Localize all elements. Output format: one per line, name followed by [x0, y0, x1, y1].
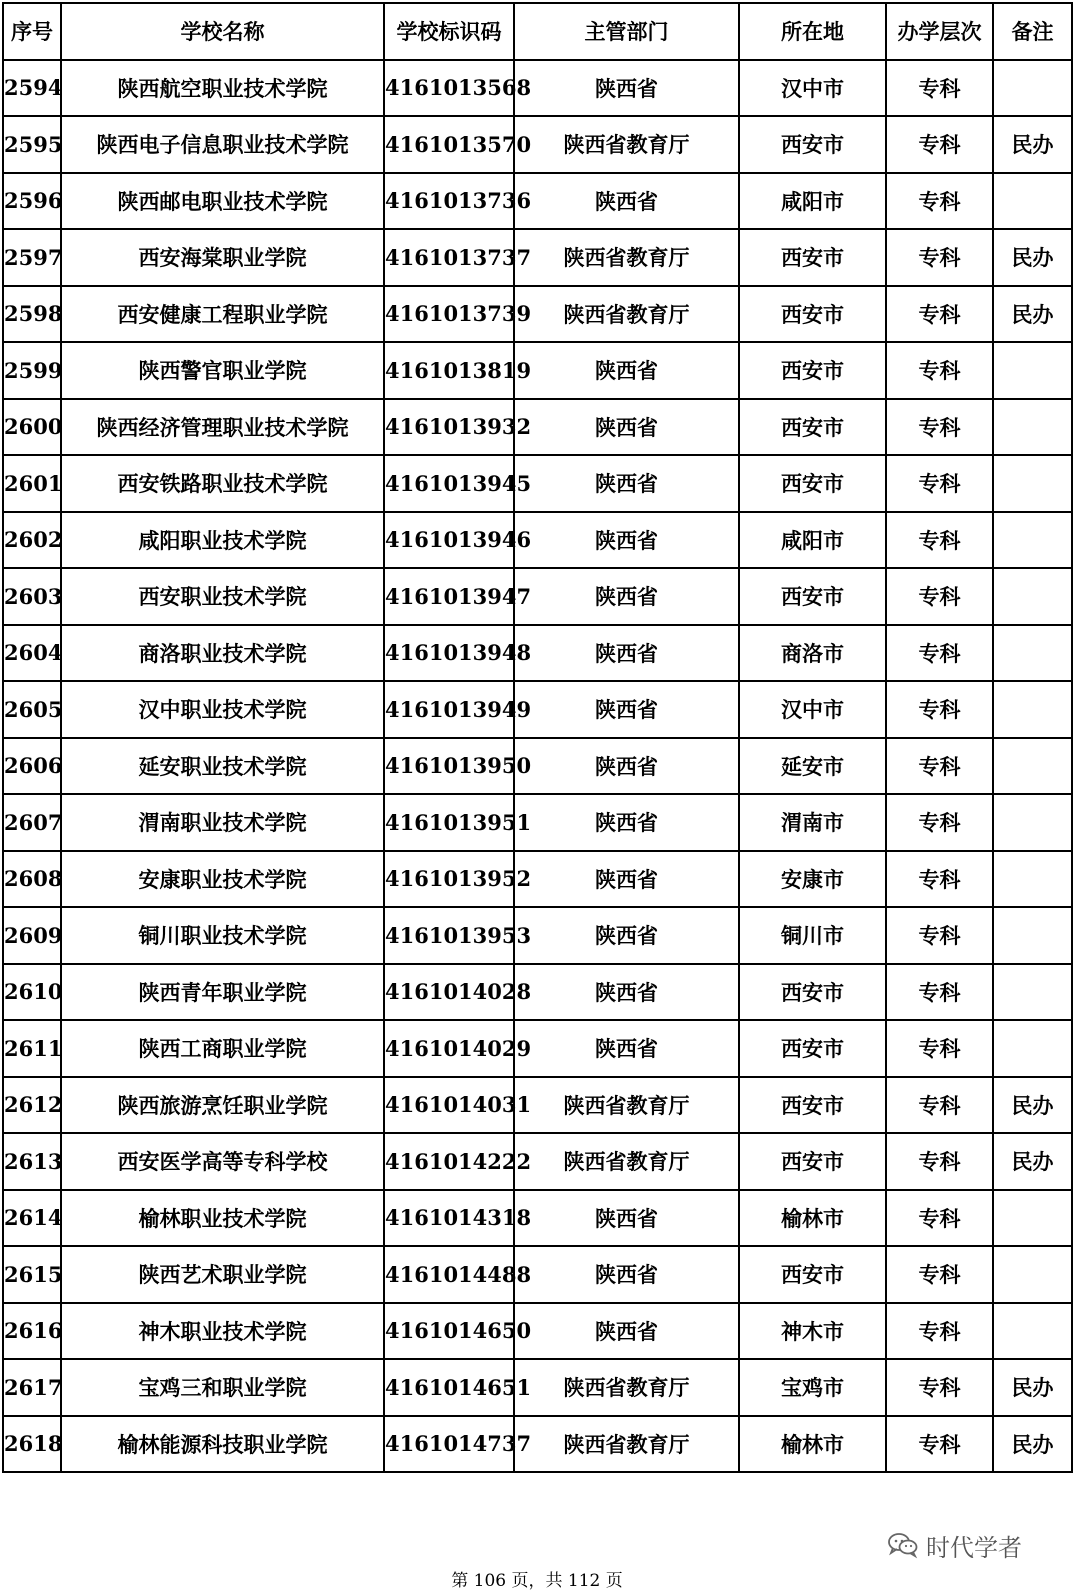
cell-location: 西安市	[739, 1133, 886, 1190]
cell-location: 西安市	[739, 568, 886, 625]
cell-department: 陕西省教育厅	[514, 116, 739, 173]
cell-department: 陕西省	[514, 455, 739, 512]
cell-level: 专科	[886, 286, 993, 343]
cell-school-code: 4161014650	[384, 1303, 514, 1360]
cell-seq: 2615	[3, 1246, 61, 1303]
cell-school-code: 4161013951	[384, 794, 514, 851]
table-row	[3, 1077, 1072, 1134]
cell-remarks	[993, 1303, 1072, 1360]
cell-school-code: 4161014222	[384, 1133, 514, 1190]
cell-remarks	[993, 1190, 1072, 1247]
cell-department: 陕西省教育厅	[514, 1133, 739, 1190]
cell-school-code: 4161013946	[384, 512, 514, 569]
cell-location: 西安市	[739, 229, 886, 286]
cell-level: 专科	[886, 1246, 993, 1303]
cell-level: 专科	[886, 342, 993, 399]
page-footer: 第 106 页，共 112 页	[451, 1571, 623, 1591]
header-location: 所在地	[739, 3, 886, 60]
cell-seq: 2606	[3, 738, 61, 795]
cell-level: 专科	[886, 1133, 993, 1190]
cell-location: 西安市	[739, 1020, 886, 1077]
cell-level: 专科	[886, 1416, 993, 1473]
cell-school-name: 延安职业技术学院	[61, 738, 384, 795]
cell-location: 铜川市	[739, 907, 886, 964]
table-row	[3, 1020, 1072, 1077]
cell-school-code: 4161013947	[384, 568, 514, 625]
cell-school-name: 西安健康工程职业学院	[61, 286, 384, 343]
watermark-text: 时代学者	[926, 1533, 1022, 1562]
table-body	[3, 60, 1072, 1473]
cell-department: 陕西省	[514, 342, 739, 399]
watermark	[888, 1527, 1022, 1563]
table-row	[3, 286, 1072, 343]
table-row	[3, 1416, 1072, 1473]
cell-seq: 2617	[3, 1359, 61, 1416]
cell-seq: 2604	[3, 625, 61, 682]
cell-level: 专科	[886, 1190, 993, 1247]
cell-level: 专科	[886, 907, 993, 964]
cell-remarks: 民办	[993, 1077, 1072, 1134]
header-remarks: 备注	[993, 3, 1072, 60]
table-row	[3, 681, 1072, 738]
cell-level: 专科	[886, 1020, 993, 1077]
cell-seq: 2608	[3, 851, 61, 908]
table-row	[3, 60, 1072, 117]
cell-remarks	[993, 625, 1072, 682]
cell-remarks	[993, 455, 1072, 512]
cell-school-code: 4161013932	[384, 399, 514, 456]
cell-remarks	[993, 1246, 1072, 1303]
cell-level: 专科	[886, 173, 993, 230]
cell-remarks	[993, 964, 1072, 1021]
table-row	[3, 1303, 1072, 1360]
cell-department: 陕西省	[514, 173, 739, 230]
cell-location: 西安市	[739, 1077, 886, 1134]
cell-level: 专科	[886, 625, 993, 682]
cell-department: 陕西省	[514, 1303, 739, 1360]
cell-location: 西安市	[739, 116, 886, 173]
cell-level: 专科	[886, 738, 993, 795]
table-row	[3, 568, 1072, 625]
cell-remarks	[993, 342, 1072, 399]
cell-school-code: 4161014031	[384, 1077, 514, 1134]
cell-location: 西安市	[739, 286, 886, 343]
cell-school-name: 咸阳职业技术学院	[61, 512, 384, 569]
cell-seq: 2594	[3, 60, 61, 117]
cell-school-code: 4161013949	[384, 681, 514, 738]
cell-level: 专科	[886, 60, 993, 117]
cell-location: 咸阳市	[739, 173, 886, 230]
table-row	[3, 116, 1072, 173]
cell-location: 西安市	[739, 964, 886, 1021]
cell-school-name: 榆林能源科技职业学院	[61, 1416, 384, 1473]
table-row	[3, 851, 1072, 908]
cell-seq: 2602	[3, 512, 61, 569]
cell-school-code: 4161014488	[384, 1246, 514, 1303]
table-row	[3, 964, 1072, 1021]
cell-remarks	[993, 681, 1072, 738]
table-row	[3, 229, 1072, 286]
cell-school-code: 4161014029	[384, 1020, 514, 1077]
cell-school-name: 陕西警官职业学院	[61, 342, 384, 399]
cell-level: 专科	[886, 964, 993, 1021]
cell-location: 西安市	[739, 399, 886, 456]
cell-department: 陕西省	[514, 625, 739, 682]
table-header-row	[3, 3, 1072, 60]
cell-school-name: 陕西经济管理职业技术学院	[61, 399, 384, 456]
cell-department: 陕西省	[514, 738, 739, 795]
header-school-code: 学校标识码	[384, 3, 514, 60]
cell-remarks	[993, 568, 1072, 625]
cell-seq: 2610	[3, 964, 61, 1021]
cell-level: 专科	[886, 1359, 993, 1416]
table-row	[3, 907, 1072, 964]
cell-level: 专科	[886, 681, 993, 738]
cell-school-code: 4161013945	[384, 455, 514, 512]
cell-school-code: 4161013950	[384, 738, 514, 795]
cell-remarks	[993, 512, 1072, 569]
cell-location: 安康市	[739, 851, 886, 908]
cell-school-code: 4161013953	[384, 907, 514, 964]
cell-remarks: 民办	[993, 229, 1072, 286]
table-row	[3, 342, 1072, 399]
cell-location: 西安市	[739, 1246, 886, 1303]
cell-location: 汉中市	[739, 60, 886, 117]
cell-remarks: 民办	[993, 116, 1072, 173]
cell-level: 专科	[886, 229, 993, 286]
cell-location: 榆林市	[739, 1416, 886, 1473]
cell-remarks: 民办	[993, 1359, 1072, 1416]
cell-seq: 2611	[3, 1020, 61, 1077]
cell-school-name: 神木职业技术学院	[61, 1303, 384, 1360]
cell-seq: 2595	[3, 116, 61, 173]
cell-location: 汉中市	[739, 681, 886, 738]
cell-remarks: 民办	[993, 286, 1072, 343]
cell-department: 陕西省教育厅	[514, 1077, 739, 1134]
table-row	[3, 1190, 1072, 1247]
table-row	[3, 399, 1072, 456]
cell-school-name: 榆林职业技术学院	[61, 1190, 384, 1247]
cell-location: 神木市	[739, 1303, 886, 1360]
cell-school-name: 宝鸡三和职业学院	[61, 1359, 384, 1416]
table-row	[3, 625, 1072, 682]
cell-location: 宝鸡市	[739, 1359, 886, 1416]
cell-school-name: 陕西电子信息职业技术学院	[61, 116, 384, 173]
table-row	[3, 1246, 1072, 1303]
cell-school-name: 西安海棠职业学院	[61, 229, 384, 286]
table-row	[3, 455, 1072, 512]
cell-school-code: 4161013739	[384, 286, 514, 343]
cell-school-code: 4161013952	[384, 851, 514, 908]
cell-seq: 2600	[3, 399, 61, 456]
cell-school-name: 陕西邮电职业技术学院	[61, 173, 384, 230]
cell-department: 陕西省教育厅	[514, 229, 739, 286]
cell-location: 延安市	[739, 738, 886, 795]
cell-school-name: 铜川职业技术学院	[61, 907, 384, 964]
header-level: 办学层次	[886, 3, 993, 60]
cell-seq: 2609	[3, 907, 61, 964]
cell-remarks	[993, 173, 1072, 230]
cell-remarks: 民办	[993, 1416, 1072, 1473]
cell-school-code: 4161013570	[384, 116, 514, 173]
cell-level: 专科	[886, 455, 993, 512]
cell-department: 陕西省	[514, 907, 739, 964]
cell-location: 榆林市	[739, 1190, 886, 1247]
cell-location: 西安市	[739, 455, 886, 512]
cell-seq: 2601	[3, 455, 61, 512]
cell-school-code: 4161014318	[384, 1190, 514, 1247]
cell-level: 专科	[886, 512, 993, 569]
cell-remarks	[993, 794, 1072, 851]
header-seq: 序号	[3, 3, 61, 60]
header-school-name: 学校名称	[61, 3, 384, 60]
cell-school-name: 陕西青年职业学院	[61, 964, 384, 1021]
cell-department: 陕西省	[514, 1190, 739, 1247]
cell-location: 咸阳市	[739, 512, 886, 569]
cell-school-name: 商洛职业技术学院	[61, 625, 384, 682]
cell-location: 西安市	[739, 342, 886, 399]
cell-location: 商洛市	[739, 625, 886, 682]
cell-department: 陕西省教育厅	[514, 1359, 739, 1416]
cell-seq: 2598	[3, 286, 61, 343]
cell-seq: 2603	[3, 568, 61, 625]
cell-level: 专科	[886, 116, 993, 173]
cell-school-name: 陕西艺术职业学院	[61, 1246, 384, 1303]
cell-department: 陕西省教育厅	[514, 1416, 739, 1473]
cell-department: 陕西省	[514, 681, 739, 738]
cell-seq: 2597	[3, 229, 61, 286]
cell-seq: 2614	[3, 1190, 61, 1247]
cell-department: 陕西省	[514, 60, 739, 117]
cell-department: 陕西省教育厅	[514, 286, 739, 343]
cell-school-code: 4161014737	[384, 1416, 514, 1473]
cell-school-name: 西安医学高等专科学校	[61, 1133, 384, 1190]
cell-department: 陕西省	[514, 964, 739, 1021]
cell-school-code: 4161013819	[384, 342, 514, 399]
cell-seq: 2616	[3, 1303, 61, 1360]
cell-seq: 2607	[3, 794, 61, 851]
cell-department: 陕西省	[514, 1020, 739, 1077]
cell-level: 专科	[886, 568, 993, 625]
cell-location: 渭南市	[739, 794, 886, 851]
cell-seq: 2605	[3, 681, 61, 738]
cell-school-name: 陕西航空职业技术学院	[61, 60, 384, 117]
cell-remarks	[993, 1020, 1072, 1077]
cell-department: 陕西省	[514, 851, 739, 908]
cell-remarks	[993, 738, 1072, 795]
cell-school-code: 4161013737	[384, 229, 514, 286]
cell-school-name: 陕西旅游烹饪职业学院	[61, 1077, 384, 1134]
cell-school-name: 西安职业技术学院	[61, 568, 384, 625]
table-row	[3, 512, 1072, 569]
school-table	[2, 2, 1073, 1473]
cell-school-code: 4161014028	[384, 964, 514, 1021]
cell-remarks	[993, 907, 1072, 964]
cell-remarks	[993, 851, 1072, 908]
cell-remarks: 民办	[993, 1133, 1072, 1190]
cell-seq: 2618	[3, 1416, 61, 1473]
cell-level: 专科	[886, 794, 993, 851]
cell-seq: 2596	[3, 173, 61, 230]
header-department: 主管部门	[514, 3, 739, 60]
cell-department: 陕西省	[514, 399, 739, 456]
cell-school-code: 4161013736	[384, 173, 514, 230]
cell-school-code: 4161013568	[384, 60, 514, 117]
cell-seq: 2613	[3, 1133, 61, 1190]
table-row	[3, 794, 1072, 851]
cell-level: 专科	[886, 1077, 993, 1134]
cell-department: 陕西省	[514, 512, 739, 569]
cell-department: 陕西省	[514, 568, 739, 625]
wechat-icon	[888, 1532, 918, 1558]
cell-school-name: 陕西工商职业学院	[61, 1020, 384, 1077]
cell-department: 陕西省	[514, 1246, 739, 1303]
cell-level: 专科	[886, 851, 993, 908]
cell-school-name: 安康职业技术学院	[61, 851, 384, 908]
cell-school-code: 4161013948	[384, 625, 514, 682]
table-row	[3, 738, 1072, 795]
cell-remarks	[993, 60, 1072, 117]
table-row	[3, 1359, 1072, 1416]
cell-level: 专科	[886, 1303, 993, 1360]
cell-seq: 2612	[3, 1077, 61, 1134]
cell-school-name: 西安铁路职业技术学院	[61, 455, 384, 512]
cell-level: 专科	[886, 399, 993, 456]
cell-seq: 2599	[3, 342, 61, 399]
table-row	[3, 173, 1072, 230]
table-row	[3, 1133, 1072, 1190]
cell-remarks	[993, 399, 1072, 456]
cell-department: 陕西省	[514, 794, 739, 851]
cell-school-code: 4161014651	[384, 1359, 514, 1416]
cell-school-name: 汉中职业技术学院	[61, 681, 384, 738]
cell-school-name: 渭南职业技术学院	[61, 794, 384, 851]
